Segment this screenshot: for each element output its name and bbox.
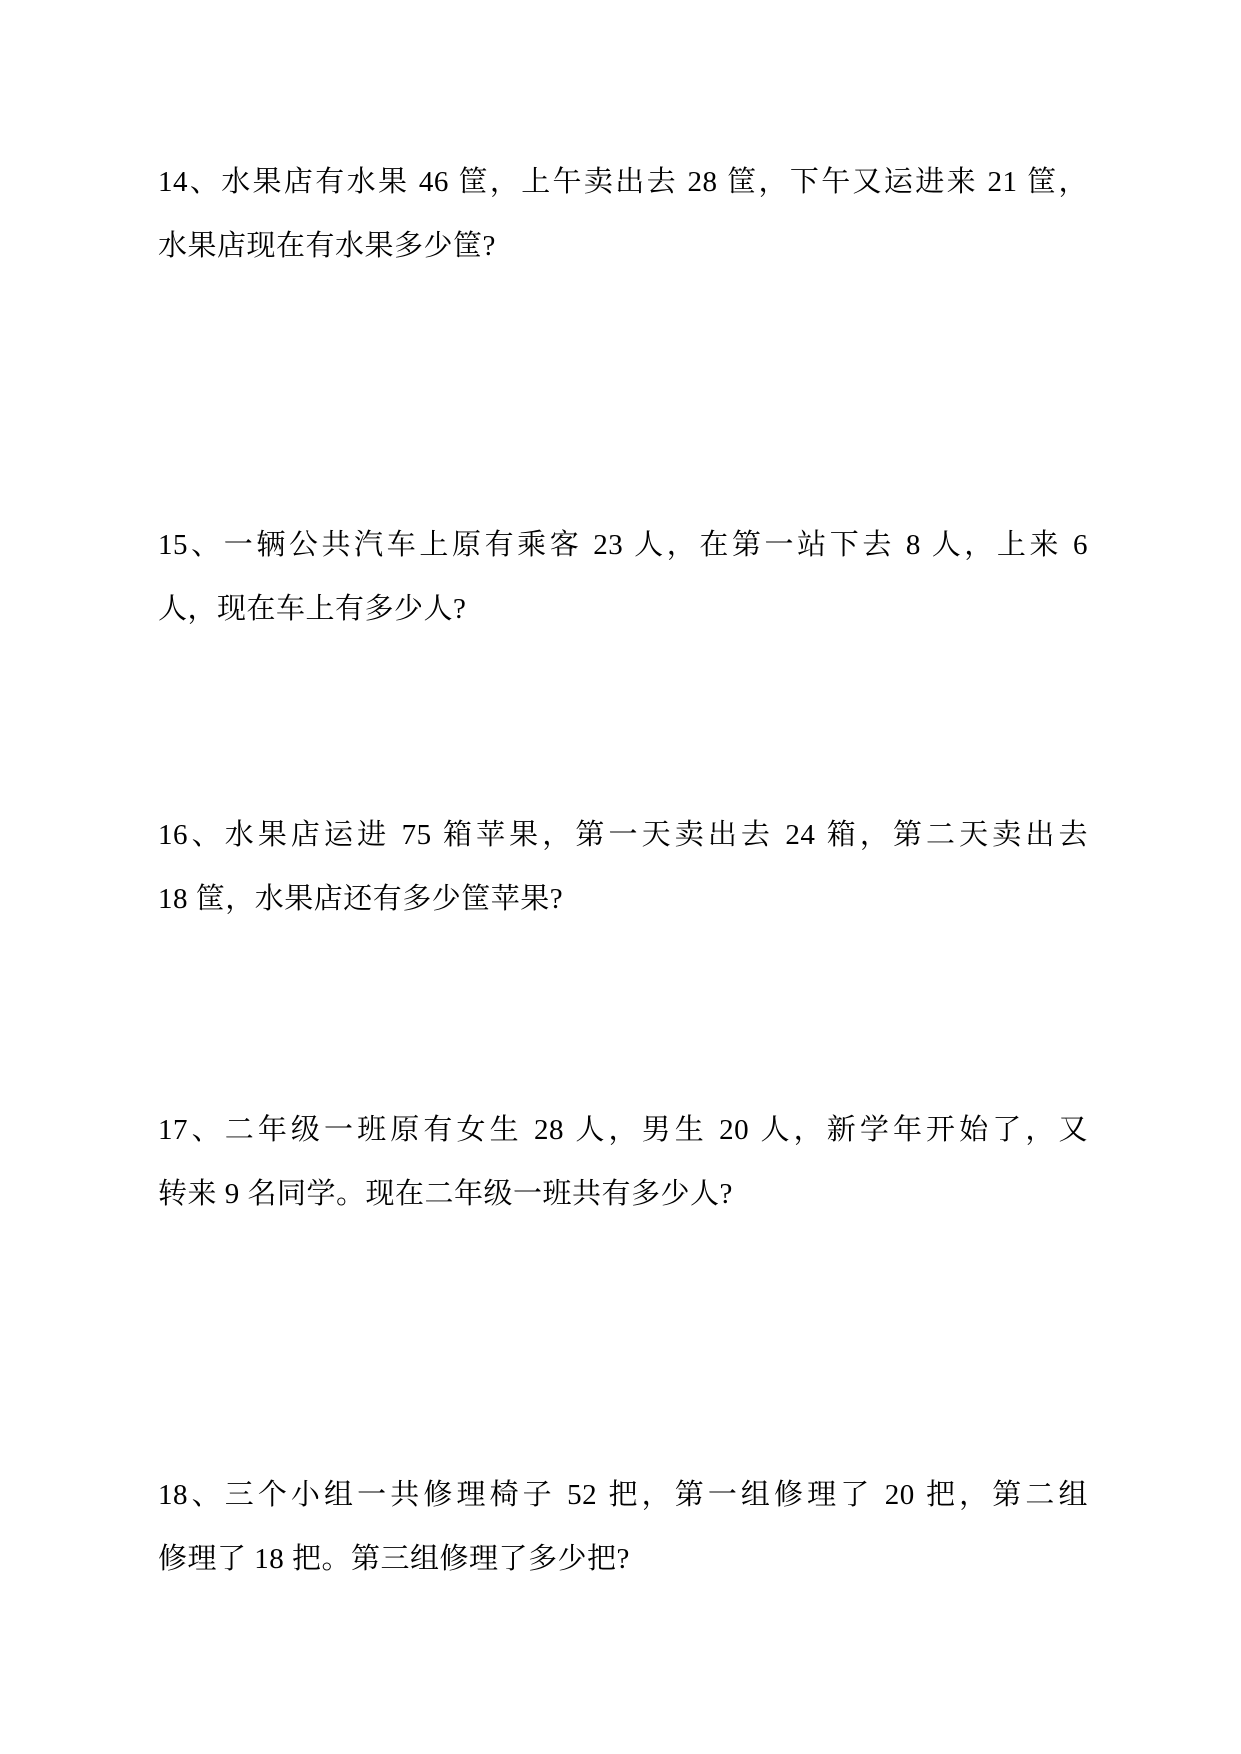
problem-14-line-2: 水果店现在有水果多少筐? xyxy=(158,230,496,262)
problem-17-line-1: 17、二年级一班原有女生 28 人，男生 20 人，新学年开始了，又 xyxy=(158,1114,1088,1146)
problem-15-line-1: 15、一辆公共汽车上原有乘客 23 人，在第一站下去 8 人，上来 6 xyxy=(158,529,1088,561)
problem-16-line-2: 18 筐，水果店还有多少筐苹果? xyxy=(158,883,564,915)
problem-16 xyxy=(158,803,1088,931)
problem-18-line-1: 18、三个小组一共修理椅子 52 把，第一组修理了 20 把，第二组 xyxy=(158,1479,1088,1511)
problem-15-line-2: 人，现在车上有多少人? xyxy=(158,593,467,625)
problem-17 xyxy=(158,1098,1088,1226)
problem-18 xyxy=(158,1463,1088,1591)
problem-14-line-1: 14、水果店有水果 46 筐，上午卖出去 28 筐，下午又运进来 21 筐， xyxy=(158,166,1088,198)
problem-14 xyxy=(158,150,1088,278)
problem-17-line-2: 转来 9 名同学。现在二年级一班共有多少人? xyxy=(158,1178,733,1210)
problem-16-line-1: 16、水果店运进 75 箱苹果，第一天卖出去 24 箱，第二天卖出去 xyxy=(158,819,1088,851)
problem-18-line-2: 修理了 18 把。第三组修理了多少把? xyxy=(158,1543,630,1575)
problem-15 xyxy=(158,513,1088,641)
